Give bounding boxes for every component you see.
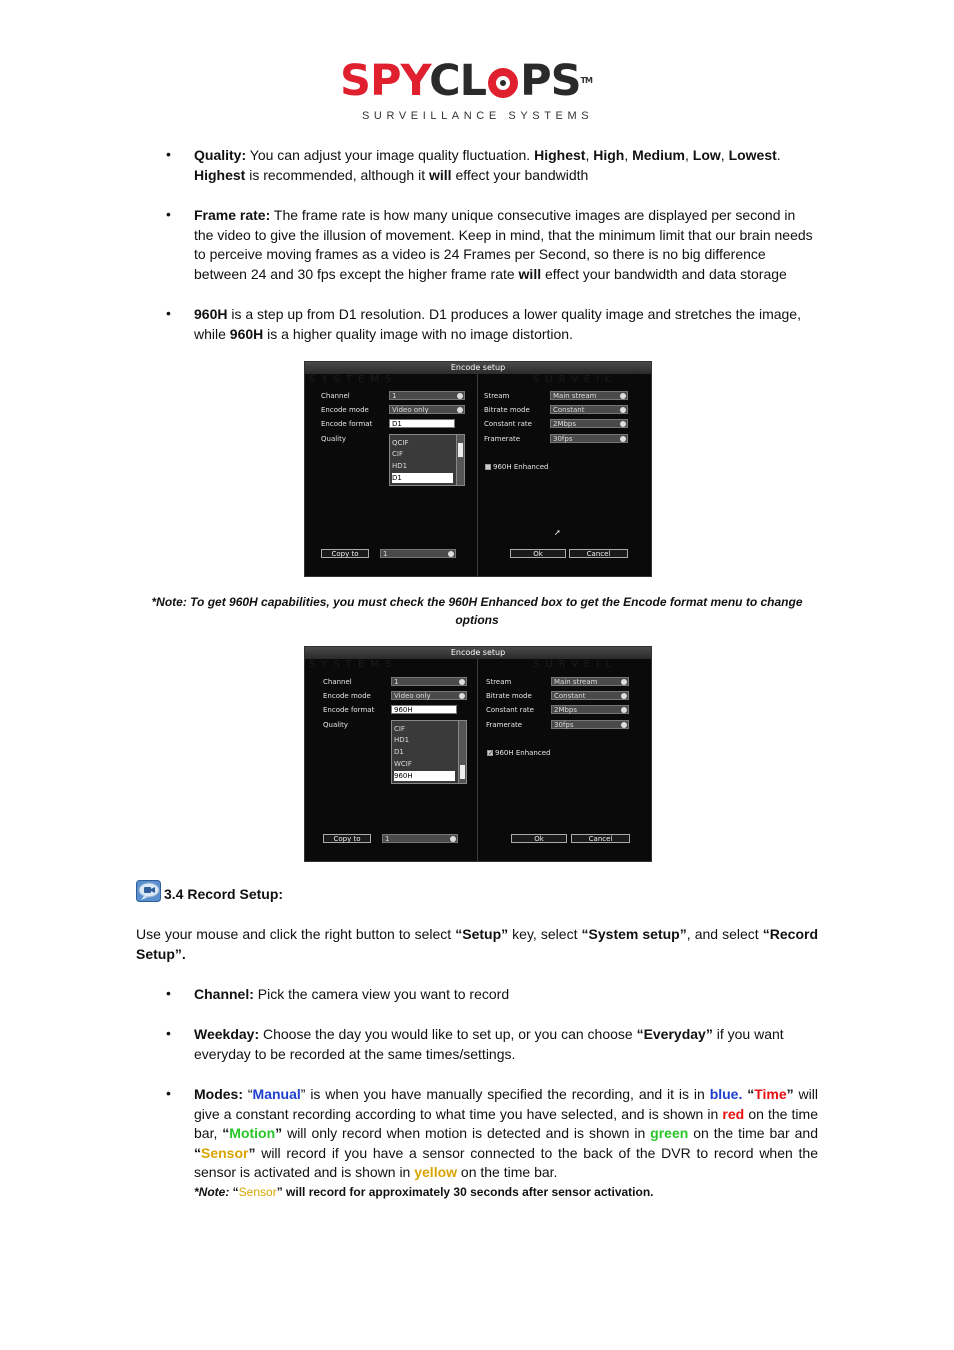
value: D1 [392,420,402,428]
brand-wordmark [340,58,620,104]
list-item[interactable]: CIF [394,725,405,733]
quality-label: Quality [321,435,347,443]
value: 30fps [554,721,574,729]
copy-to-button[interactable]: Copy to [323,834,371,843]
stream-select[interactable] [551,677,629,686]
watermark: SYSTEMS [309,659,398,670]
dropdown-icon [450,836,456,842]
value: Video only [392,406,429,414]
cancel-button[interactable]: Cancel [571,834,630,843]
value: 1 [385,835,390,843]
watermark: SURVEIL [533,659,617,670]
watermark: SYSTEMS [309,374,398,385]
value: Main stream [553,392,597,400]
sep: , [585,147,594,163]
text: Use your mouse and click the right button to select [136,926,456,942]
divider [477,659,478,861]
stream-select[interactable] [550,391,628,400]
text: on the time bar, [194,1105,818,1142]
bullet-dot: • [166,985,171,1001]
framerate-select[interactable] [550,434,628,443]
color-red: red [722,1105,745,1122]
text: The frame rate is how many unique consecutive images are displayed per second in the video to give the illusion of movement. Keep in mind, that the minimum limit that our brain needs to perceive moving frames as a video is 24 Frames per Second, so there is no big difference between 24 and 30 fps except the higher frame rate [194,207,813,282]
value: 1 [383,550,388,558]
brand-text-ps: PS [520,56,581,106]
bullet-dot: • [166,146,171,162]
value: Main stream [554,678,598,686]
list-item[interactable]: CIF [392,450,403,458]
h960-paragraph [194,305,818,344]
text: ” [275,1125,283,1142]
framerate-label: Frame rate: [194,207,271,223]
constant-rate-label: Constant rate [486,706,534,714]
channel-label: Channel [321,392,350,400]
scrollbar[interactable] [458,721,466,783]
text: You can adjust your image quality fluctuation. [246,147,535,163]
sep: , [685,147,693,163]
text: is a higher quality image with no image distortion. [263,325,573,342]
emphasis-will: will [518,265,542,282]
text: “ [243,1086,253,1102]
option-medium: Medium [632,147,685,163]
enhanced-checkbox-checked[interactable]: ✓ [488,750,494,757]
encode-format-label: Encode format [323,706,375,714]
eye-icon [488,68,518,98]
h960-bold: 960H [229,325,264,342]
text: ” [786,1086,794,1102]
text: if you want everyday to be recorded at the same times/settings. [194,1026,784,1062]
scrollbar[interactable] [456,435,464,485]
everyday: “Everyday” [636,1026,713,1042]
framerate-label: Framerate [484,435,521,443]
system-setup: “System setup” [581,926,687,942]
dropdown-icon [457,393,463,399]
text: will give a constant recording according to what time you have selected, and is shown in [194,1086,818,1122]
color-yellow: yellow [414,1164,458,1181]
bitrate-mode-label: Bitrate mode [486,692,532,700]
text: ” [248,1144,256,1161]
dropdown-icon [621,693,627,699]
watermark: SURVEIL [533,374,617,385]
text: effect your bandwidth and data storage [541,265,787,282]
value: Constant [554,692,586,700]
h960-label: 960H [194,306,228,322]
channel-paragraph [194,985,818,1005]
copy-to-select[interactable] [382,834,458,843]
option-low: Low [692,147,721,163]
quality-label: Quality [323,721,349,729]
encode-format-label: Encode format [321,420,373,428]
sep: . [776,147,781,163]
ok-button[interactable]: Ok [510,549,566,558]
text: “ [194,1144,201,1161]
brand-text-spy: SPY [340,56,430,106]
list-item[interactable]: QCIF [392,439,409,447]
encode-mode-select[interactable] [391,691,467,700]
text: “ [742,1086,755,1102]
dialog-title: Encode setup [305,647,651,659]
value: Video only [394,692,431,700]
record-setup: “Record Setup”. [136,926,818,962]
option-high: High [593,147,625,163]
dropdown-icon [448,551,454,557]
copy-to-button[interactable]: Copy to [321,549,369,558]
mode-motion: Motion [229,1125,276,1142]
color-blue: blue. [709,1086,743,1102]
text: Choose the day you would like to set up, or you can choose [259,1026,637,1042]
modes-paragraph [194,1085,818,1183]
encode-setup-screenshot-1 [304,361,652,577]
framerate-paragraph [194,206,818,284]
sep: , [624,147,633,163]
mouse-cursor-icon: ➚ [554,528,561,537]
dropdown-icon [621,707,627,713]
text: key, select [508,926,582,942]
value: 30fps [553,435,573,443]
modes-label: Modes: [194,1086,243,1102]
weekday-paragraph [194,1025,818,1064]
divider [477,374,478,576]
quality-label: Quality: [194,147,247,163]
encode-mode-label: Encode mode [323,692,371,700]
dropdown-icon [620,407,626,413]
brand-tagline: SURVEILLANCE SYSTEMS [362,110,594,122]
text: , and select [686,926,763,942]
weekday-label: Weekday: [194,1026,260,1042]
encode-note: *Note: To get 960H capabilities, you must check the 960H Enhanced box to get the Encode format menu to change options [151,595,803,627]
dropdown-icon [459,693,465,699]
scrollbar-thumb[interactable] [458,443,463,457]
text: Pick the camera view you want to record [253,986,510,1002]
option-lowest: Lowest [728,147,777,163]
dialog-title: Encode setup [305,362,651,374]
encode-format-list[interactable] [391,720,467,784]
bullet-dot: • [166,305,171,321]
text: will only record when motion is detected and is shown in [282,1125,651,1142]
text: ” will record for approximately 30 seconds after sensor activation. [276,1185,654,1199]
bullet-dot: • [166,1025,171,1041]
bitrate-mode-select[interactable] [551,691,629,700]
constant-rate-select[interactable] [550,419,628,428]
encode-format-list[interactable] [389,434,465,486]
list-item[interactable]: D1 [394,748,404,756]
mode-sensor: Sensor [201,1144,249,1161]
stream-label: Stream [486,678,512,686]
sensor-note [194,1183,818,1201]
channel-label: Channel: [194,986,254,1002]
enhanced-label: 960H Enhanced [493,463,549,471]
copy-to-select[interactable] [380,549,456,558]
section-heading: 3.4 Record Setup: [164,886,284,902]
text: on the time bar. [457,1164,558,1181]
text: on the time bar and [688,1125,818,1142]
bitrate-mode-select[interactable] [550,405,628,414]
list-item-selected[interactable]: D1 [392,473,453,483]
sep: , [720,147,729,163]
enhanced-label: 960H Enhanced [495,749,551,757]
sensor-word: Sensor [238,1185,277,1199]
encode-format-select[interactable] [391,705,457,714]
bullet-dot: • [166,1085,171,1101]
recommended-option: Highest [194,166,246,183]
value: 2Mbps [554,706,578,714]
option-highest: Highest [534,147,586,163]
constant-rate-select[interactable] [551,705,629,714]
dropdown-icon [457,407,463,413]
value: 960H [394,706,413,714]
value: 2Mbps [553,420,577,428]
quality-paragraph [194,146,818,185]
enhanced-checkbox[interactable] [485,464,491,470]
text: will record if you have a sensor connected to the back of the DVR to record when the sensor is activated and is shown in [194,1144,818,1181]
bullet-dot: • [166,206,171,222]
ok-button[interactable]: Ok [511,834,567,843]
color-green: green [650,1125,689,1142]
encode-mode-label: Encode mode [321,406,369,414]
record-intro [136,925,818,964]
text: effect your bandwidth [451,166,589,183]
scrollbar-thumb[interactable] [460,765,465,779]
framerate-select[interactable] [551,720,629,729]
cancel-button[interactable]: Cancel [569,549,628,558]
dropdown-icon [620,421,626,427]
record-camera-icon [136,880,161,902]
dropdown-icon [620,393,626,399]
value: Constant [553,406,585,414]
encode-setup-screenshot-2 [304,646,652,862]
channel-label: Channel [323,678,352,686]
note-prefix: *Note: [194,1185,233,1199]
text: is a step up from D1 resolution. D1 produces a lower quality image and stretches the image, while [194,306,801,342]
list-item[interactable]: HD1 [392,462,408,470]
list-item-selected[interactable]: 960H [394,771,455,781]
dropdown-icon [621,722,627,728]
list-item[interactable]: HD1 [394,736,410,744]
text: “ [222,1125,230,1142]
mode-manual: Manual [252,1086,301,1102]
bitrate-mode-label: Bitrate mode [484,406,530,414]
text: is recommended, although it [245,166,429,183]
value: 1 [392,392,397,400]
brand-logo [340,58,620,130]
text: “ [232,1185,239,1199]
framerate-label: Framerate [486,721,523,729]
brand-text-cl: CL [429,56,487,106]
channel-select[interactable] [391,677,467,686]
trademark: TM [580,76,592,85]
mode-time: Time [754,1086,787,1102]
constant-rate-label: Constant rate [484,420,532,428]
dropdown-icon [459,679,465,685]
text: ” is when you have manually specified the recording, and it is in [300,1086,710,1102]
value: 1 [394,678,399,686]
emphasis-will: will [429,166,452,183]
list-item[interactable]: WCIF [394,760,412,768]
setup-key: “Setup” [455,926,509,942]
dropdown-icon [621,679,627,685]
stream-label: Stream [484,392,510,400]
dropdown-icon [620,436,626,442]
encode-format-select[interactable] [389,419,455,428]
encode-mode-select[interactable] [389,405,465,414]
channel-select[interactable] [389,391,465,400]
